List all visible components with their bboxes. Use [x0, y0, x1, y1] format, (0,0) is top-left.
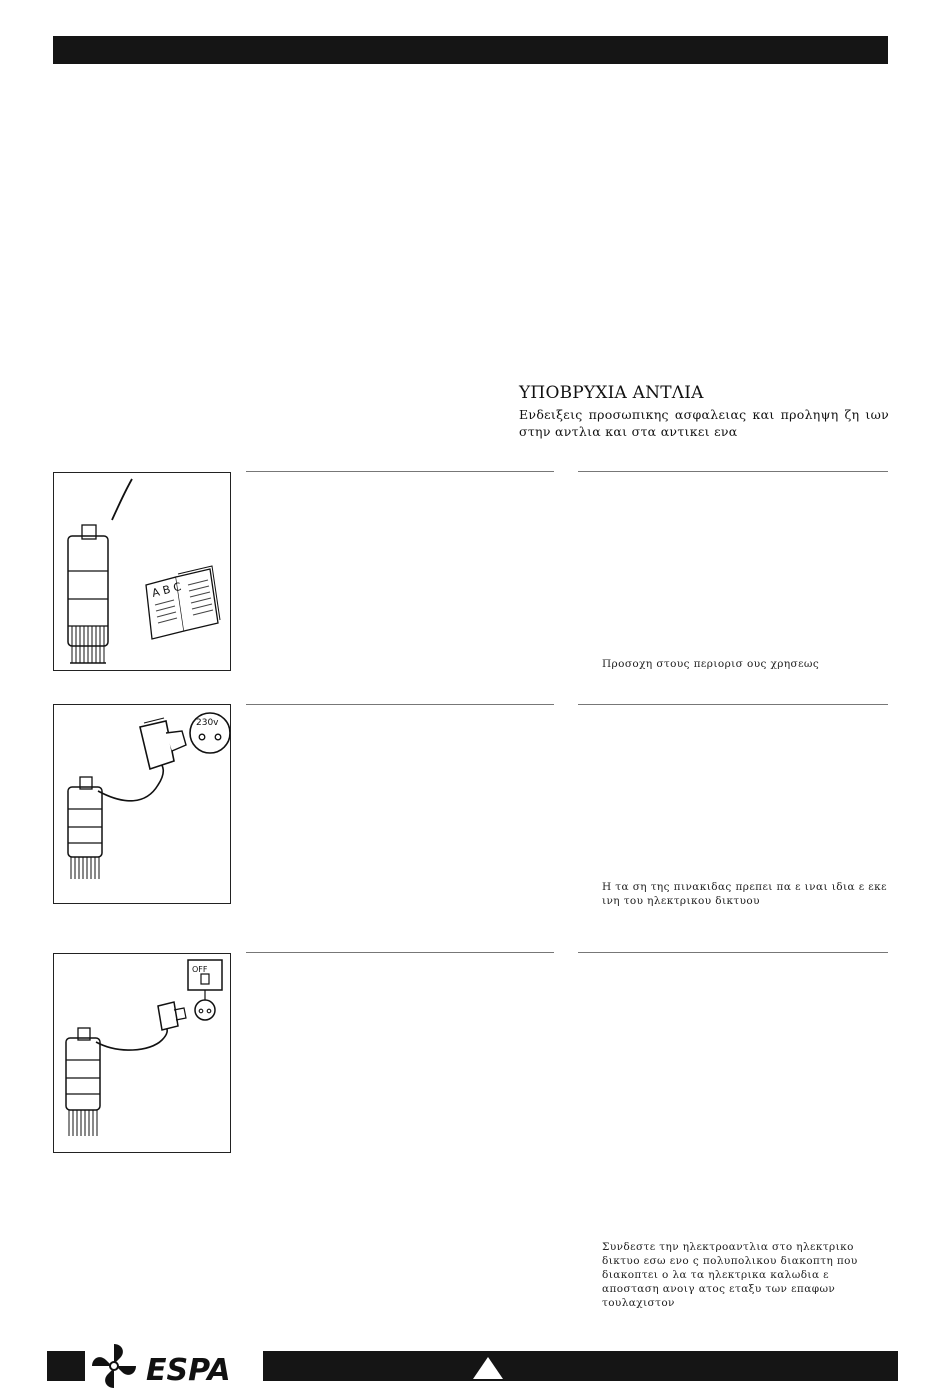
section-2-left-rule — [246, 704, 554, 705]
top-black-bar — [53, 36, 888, 64]
switch-off-label: OFF — [192, 965, 208, 974]
page-title: ΥΠΟΒΡΥΧΙΑ ΑΝΤΛΙΑ — [519, 383, 704, 403]
title-block — [519, 383, 889, 440]
footer-left-block — [47, 1351, 85, 1381]
pump-socket-drawing — [54, 705, 230, 903]
section-3-left-rule — [246, 952, 554, 953]
section-1-left-rule — [246, 471, 554, 472]
footer-black-bar — [263, 1351, 898, 1381]
espa-swirl-icon — [92, 1344, 136, 1388]
illustration-pump-switch — [53, 953, 231, 1153]
section-2-right-rule — [578, 704, 888, 705]
illustration-pump-manual — [53, 472, 231, 671]
espa-logo — [88, 1340, 260, 1392]
pump-manual-drawing — [54, 473, 230, 670]
section-1-caption: Προσοχη στους περιορισ ους χρησεως — [602, 658, 820, 670]
brand-name: ESPA — [146, 1353, 231, 1388]
section-1-right-rule — [578, 471, 888, 472]
warning-triangle-icon — [472, 1356, 504, 1380]
illustration-pump-socket — [53, 704, 231, 904]
section-2-caption: Η τα ση της πινακιδας πρεπει πα ε ιναι ιδια ε εκε ινη του ηλεκτρικου δικτυου — [602, 881, 887, 907]
page-subtitle: Ενδειξεις προσωπικης ασφαλειας και προληψη ζη ιων στην αντλια και στα αντικει ενα — [519, 407, 889, 439]
section-3-right-rule — [578, 952, 888, 953]
voltage-label: 230v — [196, 718, 219, 728]
pump-switch-drawing — [54, 954, 230, 1152]
booklet-abc-label: A B C — [150, 580, 183, 600]
section-3-caption: Συνδεστε την ηλεκτροαντλια στο ηλεκτρικο δικτυο εσω ενο ς πολυπολικου διακοπτη που διακοπτει ο λα τα ηλεκτρικα καλωδια ε αποσταση ανοιγ ατος εταξυ των επαφων τουλαχιστον — [602, 1241, 858, 1309]
